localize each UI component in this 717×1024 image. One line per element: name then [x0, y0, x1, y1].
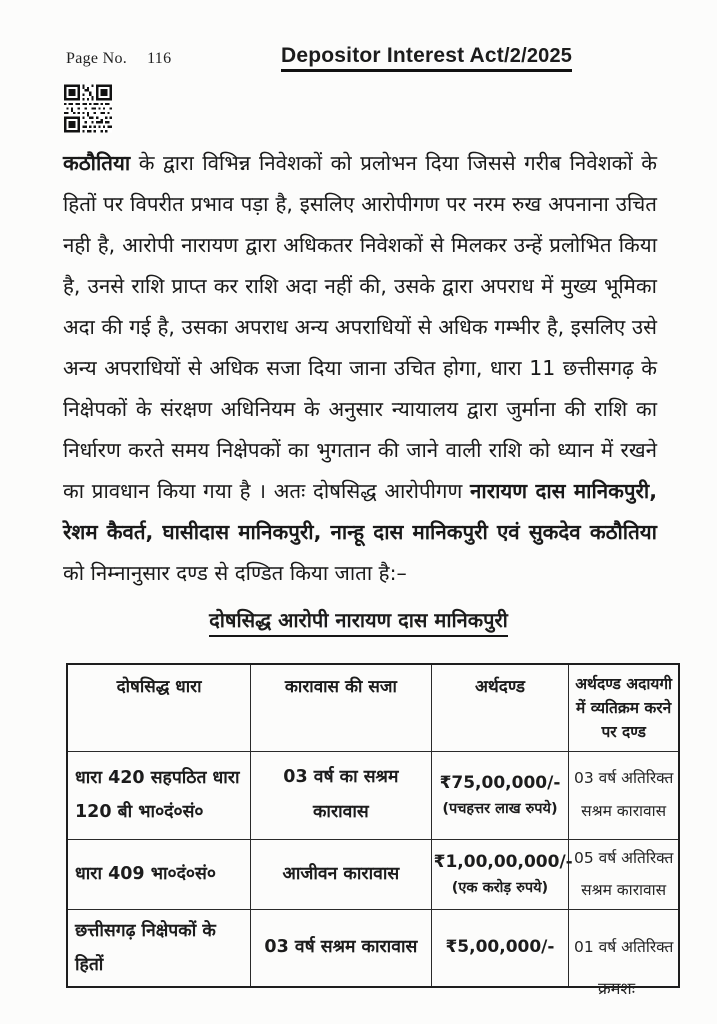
document-title — [281, 44, 572, 72]
cell-fine — [431, 909, 569, 987]
page-number — [66, 50, 171, 68]
column-header-fine: अर्थदण्ड — [431, 664, 569, 751]
continuation-mark: क्रमशः — [598, 979, 636, 998]
cell-default-penalty: 05 वर्ष अतिरिक्त सश्रम कारावास — [569, 839, 679, 909]
table-row — [67, 839, 679, 909]
cell-fine — [431, 751, 569, 839]
fine-amount-words: (एक करोड़ रुपये) — [451, 879, 549, 896]
cell-section: धारा 409 भा०दं०सं० — [67, 839, 251, 909]
qr-code-icon — [64, 82, 112, 135]
table-row — [67, 751, 679, 839]
cell-fine — [431, 839, 573, 909]
cell-imprisonment: 03 वर्ष सश्रम कारावास — [251, 909, 432, 987]
cell-imprisonment: 03 वर्ष का सश्रम कारावास — [251, 751, 432, 839]
section-heading-text: दोषसिद्ध आरोपी नारायण दास मानिकपुरी — [209, 606, 508, 637]
paragraph-segment: को निम्नानुसार दण्ड से दण्डित किया जाता है:– — [63, 561, 407, 585]
document-title-main: Depositor Interest Act — [281, 44, 504, 67]
cell-default-penalty: 03 वर्ष अतिरिक्त सश्रम कारावास — [569, 751, 679, 839]
cell-default-penalty: 01 वर्ष अतिरिक्त — [569, 909, 679, 987]
cell-section: धारा 420 सहपठित धारा 120 बी भा०दं०सं० — [67, 751, 251, 839]
section-heading — [0, 606, 717, 637]
fine-amount: ₹75,00,000/- — [439, 772, 561, 793]
table-header-row — [67, 664, 679, 751]
column-header-default-penalty: अर्थदण्ड अदायगी में व्यतिक्रम करने पर दण्ड — [569, 664, 679, 751]
table-row — [67, 909, 679, 987]
penalty-table — [66, 663, 680, 988]
cell-section: छत्तीसगढ़ निक्षेपकों के हितों — [67, 909, 251, 987]
body-paragraph — [63, 143, 657, 594]
page-number-label: Page No. — [66, 50, 128, 67]
column-header-section: दोषसिद्ध धारा — [67, 664, 251, 751]
paragraph-segment: नारायण दास मानिकपुरी, रेशम कैवर्त, घासीदास मानिकपुरी, नान्हू दास मानिकपुरी एवं सुकदेव कठौतिया — [63, 479, 657, 544]
document-title-suffix: /2/2025 — [504, 45, 573, 67]
fine-amount: ₹5,00,000/- — [445, 937, 555, 958]
page-number-value: 116 — [147, 50, 172, 67]
paragraph-segment: के द्वारा विभिन्न निवेशकों को प्रलोभन दिया जिससे गरीब निवेशकों के हितों पर विपरीत प्रभाव पड़ा है, इसलिए आरोपीगण पर नरम रुख अपनाना उचित नही है, आरोपी नारायण द्वारा अधिकतर निवेशकों से मिलकर उन्हें प्रलोभित किया है, उनसे राशि प्राप्त कर राशि अदा नहीं की, उसके द्वारा अपराध में मुख्य भूमिका अदा की गई है, उसका अपराध अन्य अपराधियों से अधिक गम्भीर है, इसलिए उसे अन्य अपराधियों से अधिक सजा दिया जाना उचित होगा, धारा 11 छत्तीसगढ़ के निक्षेपकों के संरक्षण अधिनियम के अनुसार न्यायालय द्वारा जुर्माना की राशि का निर्धारण करते समय निक्षेपकों का भुगतान की जाने वाली राशि को ध्यान में रखने का प्रावधान किया गया है । अतः दोषसिद्ध आरोपीगण — [63, 151, 657, 503]
fine-amount: ₹1,00,00,000/- — [433, 852, 573, 872]
paragraph-segment: कठौतिया — [63, 151, 131, 175]
column-header-imprisonment: कारावास की सजा — [251, 664, 432, 751]
cell-imprisonment: आजीवन कारावास — [251, 839, 432, 909]
fine-amount-words: (पचहत्तर लाख रुपये) — [442, 800, 558, 817]
